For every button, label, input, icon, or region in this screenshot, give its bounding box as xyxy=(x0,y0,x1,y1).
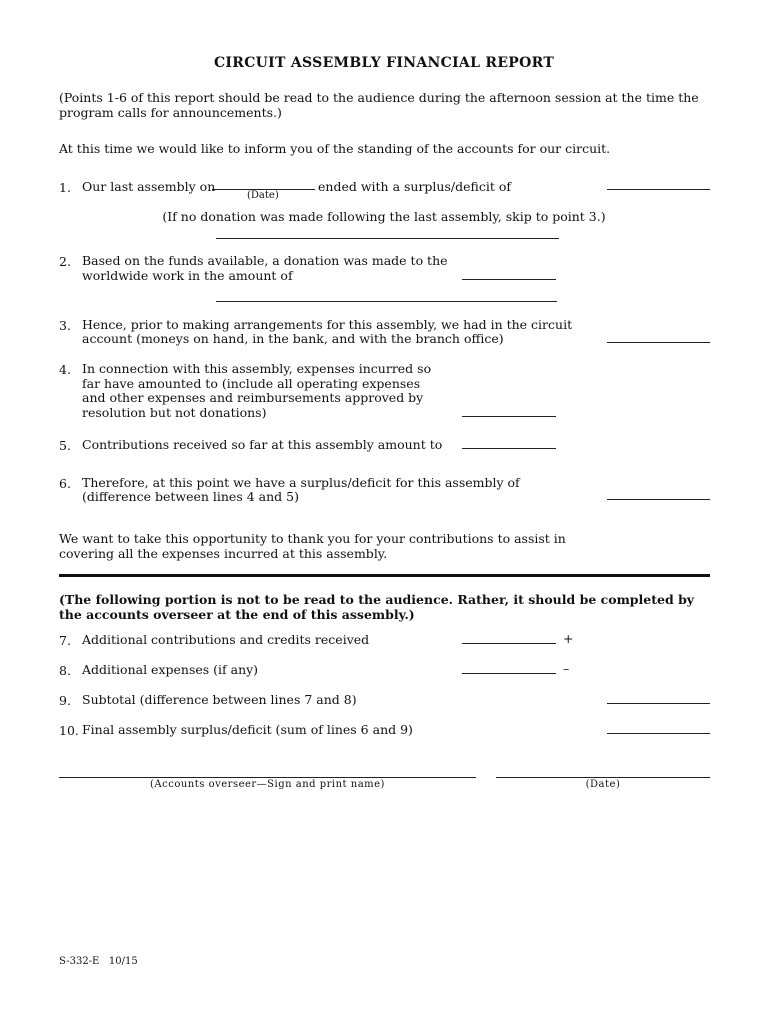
item-7-number: 7. xyxy=(59,633,71,648)
plus-sign: + xyxy=(563,631,574,646)
item-2-number: 2. xyxy=(59,254,71,269)
item-3-number: 3. xyxy=(59,318,71,333)
item-3-amount-field[interactable] xyxy=(607,342,710,343)
item-6-line1: Therefore, at this point we have a surplus/deficit for this assembly of xyxy=(82,475,520,490)
item-4-line3: and other expenses and reimbursements approved by xyxy=(82,390,424,405)
item-3-line2: account (moneys on hand, in the bank, and with the branch office) xyxy=(82,331,504,346)
item-1-text-b: ended with a surplus/deficit of xyxy=(318,179,511,194)
item-2-line1: Based on the funds available, a donation was made to the xyxy=(82,253,448,268)
item-9-amount-field[interactable] xyxy=(607,703,710,704)
section-divider xyxy=(59,574,710,577)
item-8-number: 8. xyxy=(59,663,71,678)
item-2-amount-field[interactable] xyxy=(462,279,556,280)
signature-date-label: (Date) xyxy=(585,779,621,790)
item-2-line2: worldwide work in the amount of xyxy=(82,268,293,283)
item-9-text: Subtotal (difference between lines 7 and 8) xyxy=(82,692,357,707)
item-10-number: 10. xyxy=(59,723,79,738)
item-10-text: Final assembly surplus/deficit (sum of lines 6 and 9) xyxy=(82,722,413,737)
signature-label: (Accounts overseer—Sign and print name) xyxy=(150,779,385,790)
divider-line xyxy=(216,301,557,302)
item-7-amount-field[interactable] xyxy=(462,643,556,644)
item-5-amount-field[interactable] xyxy=(462,448,556,449)
item-8-amount-field[interactable] xyxy=(462,673,556,674)
item-9-number: 9. xyxy=(59,693,71,708)
item-6-number: 6. xyxy=(59,476,71,491)
item-10-amount-field[interactable] xyxy=(607,733,710,734)
minus-sign: – xyxy=(563,661,570,676)
item-4-amount-field[interactable] xyxy=(462,416,556,417)
item-4-line2: far have amounted to (include all operating expenses xyxy=(82,376,421,391)
item-1-number: 1. xyxy=(59,180,71,195)
item-1-text-a: Our last assembly on xyxy=(82,179,216,194)
form-date: 10/15 xyxy=(108,956,138,967)
page-title: CIRCUIT ASSEMBLY FINANCIAL REPORT xyxy=(213,55,555,71)
item-4-line1: In connection with this assembly, expenses incurred so xyxy=(82,361,432,376)
item-4-number: 4. xyxy=(59,362,71,377)
item-8-text: Additional expenses (if any) xyxy=(82,662,259,677)
item-1-amount-field[interactable] xyxy=(607,189,710,190)
signature-date-field[interactable] xyxy=(496,777,710,778)
item-6-line2: (difference between lines 4 and 5) xyxy=(82,489,299,504)
overseer-note: (The following portion is not to be read to the audience. Rather, it should be completed by the accounts overseer at the end of this assembly.) xyxy=(59,592,695,622)
item-3-line1: Hence, prior to making arrangements for this assembly, we had in the circuit xyxy=(82,317,573,332)
item-5-number: 5. xyxy=(59,438,71,453)
item-1-note: (If no donation was made following the last assembly, skip to point 3.) xyxy=(162,209,606,224)
signature-field[interactable] xyxy=(59,777,476,778)
thanks-paragraph: We want to take this opportunity to thank you for your contributions to assist in covering all the expenses incurred at this assembly. xyxy=(59,531,566,561)
statement-paragraph: At this time we would like to inform you of the standing of the accounts for our circuit. xyxy=(59,141,611,156)
form-code-text: S-332-E xyxy=(59,956,100,967)
item-7-text: Additional contributions and credits received xyxy=(82,632,370,647)
item-5-line1: Contributions received so far at this assembly amount to xyxy=(82,437,443,452)
form-code xyxy=(59,956,138,967)
item-1-date-label: (Date) xyxy=(247,190,279,201)
intro-paragraph: (Points 1-6 of this report should be read to the audience during the afternoon session at the time the program calls for announcements.) xyxy=(59,90,699,120)
item-6-amount-field[interactable] xyxy=(607,499,710,500)
item-4-line4: resolution but not donations) xyxy=(82,405,267,420)
divider-line xyxy=(216,238,559,239)
